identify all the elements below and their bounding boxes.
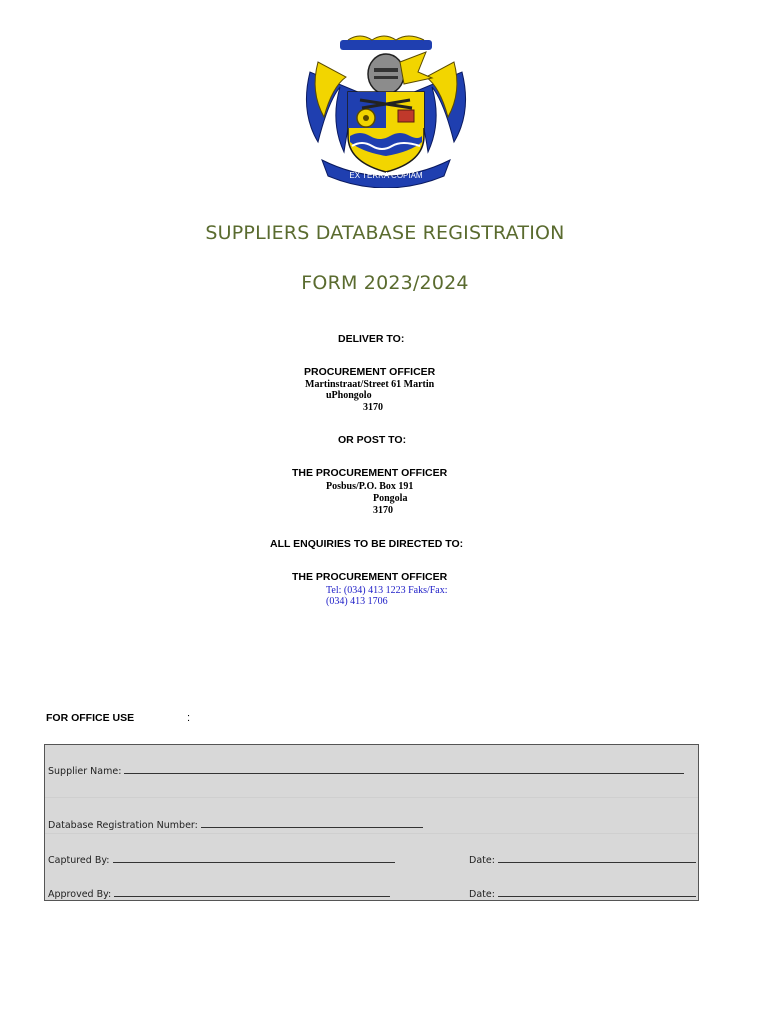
captured-by-field[interactable]	[113, 852, 395, 863]
deliver-address-town: uPhongolo	[326, 390, 372, 401]
captured-date-label: Date:	[469, 855, 495, 866]
supplier-name-row	[48, 763, 684, 777]
office-use-form	[44, 744, 699, 901]
deliver-address-code: 3170	[363, 402, 383, 413]
captured-date-row	[469, 852, 696, 866]
post-heading: OR POST TO:	[338, 434, 407, 446]
deliver-recipient: PROCUREMENT OFFICER	[304, 366, 436, 378]
post-recipient: THE PROCUREMENT OFFICER	[292, 467, 448, 479]
approved-by-row	[48, 886, 390, 900]
enquiries-fax: (034) 413 1706	[326, 596, 388, 607]
enquiries-recipient: THE PROCUREMENT OFFICER	[292, 571, 448, 583]
post-address-code: 3170	[373, 505, 393, 516]
form-title-line1: SUPPLIERS DATABASE REGISTRATION	[205, 222, 565, 244]
post-address-town: Pongola	[373, 493, 408, 504]
captured-by-row	[48, 852, 395, 866]
supplier-name-label: Supplier Name:	[48, 766, 122, 777]
db-reg-number-field[interactable]	[201, 817, 423, 828]
captured-by-label: Captured By:	[48, 855, 110, 866]
enquiries-heading: ALL ENQUIRIES TO BE DIRECTED TO:	[270, 538, 464, 550]
approved-date-row	[469, 886, 696, 900]
approved-date-label: Date:	[469, 889, 495, 900]
db-reg-number-row	[48, 817, 423, 831]
form-title-line2: FORM 2023/2024	[301, 272, 469, 294]
office-use-label: FOR OFFICE USE	[46, 712, 135, 724]
enquiries-tel: Tel: (034) 413 1223 Faks/Fax:	[326, 585, 448, 596]
municipal-crest	[300, 32, 472, 188]
db-reg-number-label: Database Registration Number:	[48, 820, 198, 831]
approved-by-label: Approved By:	[48, 889, 112, 900]
supplier-name-field[interactable]	[124, 763, 684, 774]
deliver-address-street: Martinstraat/Street 61 Martin	[305, 379, 435, 390]
approved-date-field[interactable]	[498, 886, 696, 897]
deliver-heading: DELIVER TO:	[338, 333, 405, 345]
captured-date-field[interactable]	[498, 852, 696, 863]
office-use-colon: :	[187, 712, 191, 724]
crest-motto: EX TERRA COPIAM	[349, 171, 423, 180]
post-address-box: Posbus/P.O. Box 191	[326, 481, 414, 492]
approved-by-field[interactable]	[114, 886, 390, 897]
